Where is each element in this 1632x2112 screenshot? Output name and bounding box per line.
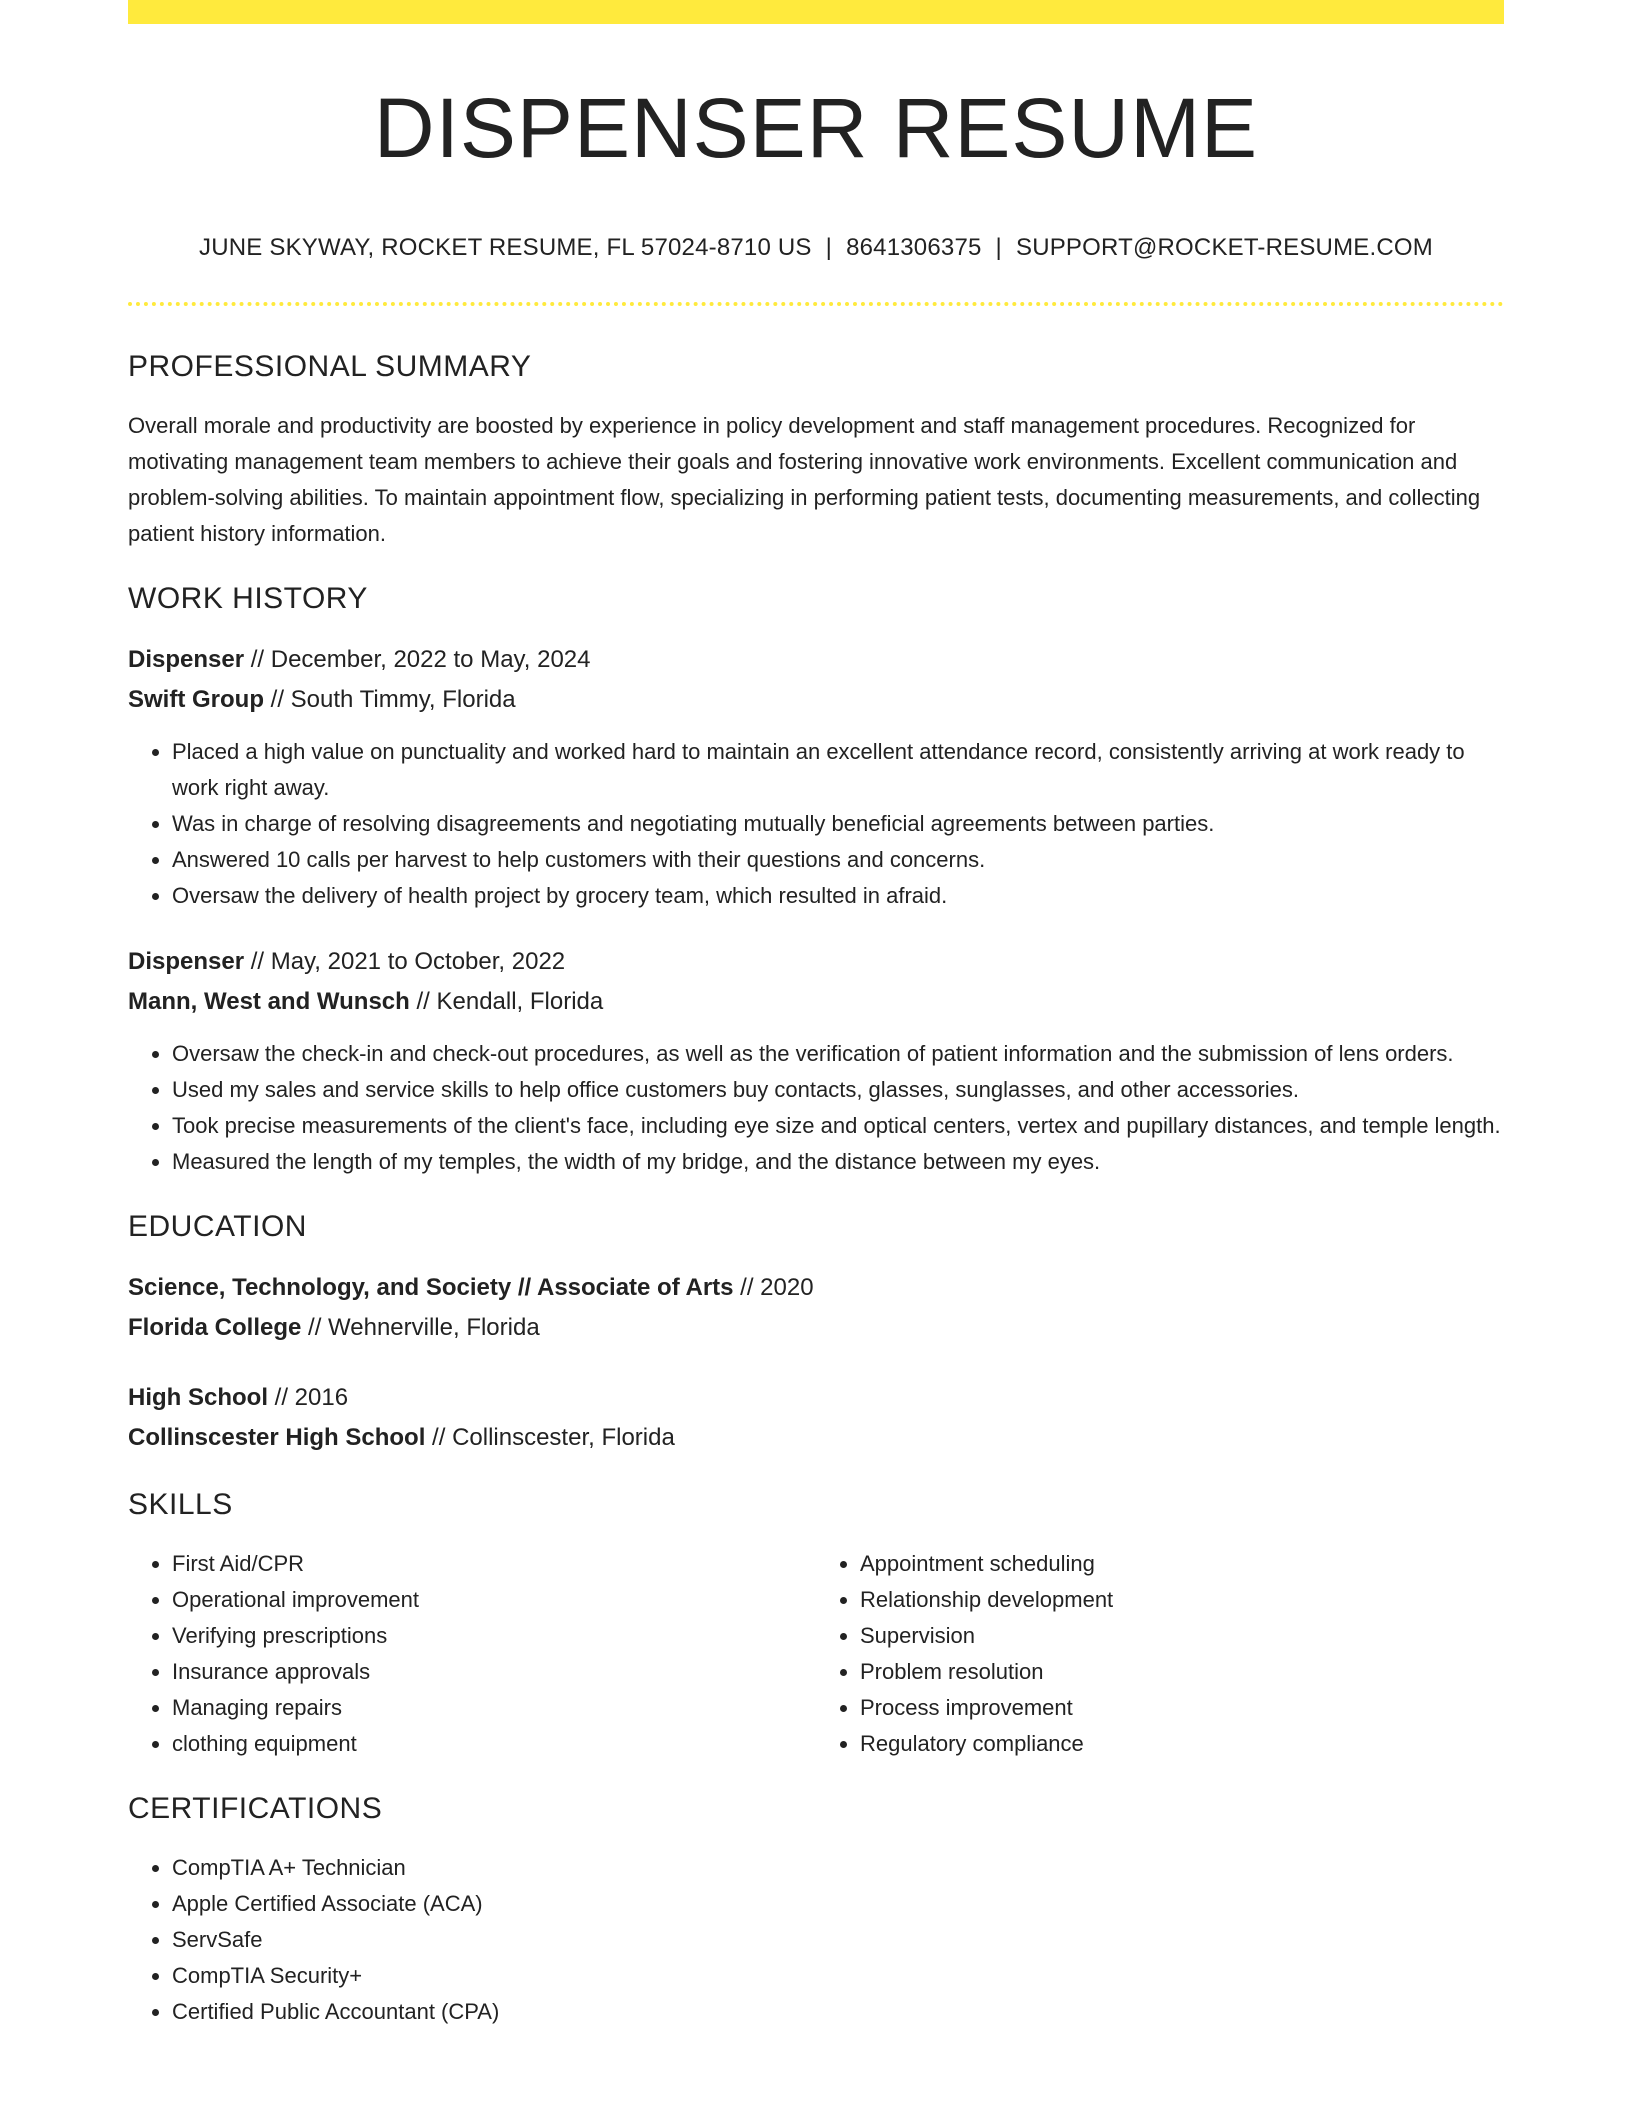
job-bullets [128,734,1504,914]
education-year: // 2020 [733,1274,814,1302]
skill-item: • First Aid/CPR [172,1546,816,1582]
education-degree-line [128,1268,1504,1308]
summary-heading: PROFESSIONAL SUMMARY [128,350,532,384]
summary-text: Overall morale and productivity are boosted by experience in policy development and staff management procedures. Recognized for motivating management team members to achieve their goals and fostering innovative work environments. Excellent communication and problem-solving abilities. To maintain appointment flow, specializing in performing patient tests, documenting measurements, and collecting patient history information. [128,413,1481,547]
education-entry [128,1268,1504,1348]
job-bullet: • Used my sales and service skills to help office customers buy contacts, glasses, sunglasses, and other accessories. [172,1072,1504,1108]
dotted-divider [128,302,1504,306]
skills-columns [128,1546,1504,1762]
skills-heading: SKILLS [128,1488,233,1522]
job-title-line [128,942,1504,982]
certifications-list [128,1850,1504,2030]
skill-item: • Process improvement [860,1690,1504,1726]
job-bullets [128,1036,1504,1180]
job-location: // South Timmy, Florida [263,686,516,714]
job-entry [128,640,1504,914]
work-history-heading: WORK HISTORY [128,582,368,616]
job-dates: // May, 2021 to October, 2022 [244,948,566,976]
job-title-line [128,640,1504,680]
job-bullet: • Placed a high value on punctuality and worked hard to maintain an excellent attendance record, consistently arriving at work ready to work right away. [172,734,1504,806]
education-school: Florida College [128,1314,302,1342]
education-year: // 2016 [268,1384,349,1412]
skills-list-right [816,1546,1504,1762]
job-bullet: • Oversaw the check-in and check-out procedures, as well as the verification of patient information and the submission of lens orders. [172,1036,1504,1072]
accent-top-bar [128,0,1504,24]
job-company: Swift Group [128,686,264,714]
job-bullet: • Took precise measurements of the client's face, including eye size and optical centers, vertex and pupillary distances, and temple length. [172,1108,1504,1144]
certification-item: • ServSafe [172,1922,1504,1958]
skill-item: • Relationship development [860,1582,1504,1618]
skill-item: • Problem resolution [860,1654,1504,1690]
contact-email[interactable]: SUPPORT@ROCKET-RESUME.COM [1015,234,1433,262]
certification-item: • CompTIA Security+ [172,1958,1504,1994]
job-location: // Kendall, Florida [409,988,604,1016]
job-company: Mann, West and Wunsch [128,988,410,1016]
education-location: // Collinscester, Florida [425,1424,675,1452]
skill-item: • Verifying prescriptions [172,1618,816,1654]
contact-address: JUNE SKYWAY, ROCKET RESUME, FL 57024-8710 US [199,234,812,262]
certification-item: • Certified Public Accountant (CPA) [172,1994,1504,2030]
education-school-line [128,1418,1504,1458]
education-location: // Wehnerville, Florida [301,1314,540,1342]
skills-list-left [128,1546,816,1762]
education-entry [128,1378,1504,1458]
certification-item: • CompTIA A+ Technician [172,1850,1504,1886]
job-company-line [128,982,1504,1022]
skill-item: • clothing equipment [172,1726,816,1762]
skill-item: • Regulatory compliance [860,1726,1504,1762]
contact-separator: | [995,234,1002,262]
skill-item: • Managing repairs [172,1690,816,1726]
job-title: Dispenser [128,646,245,674]
education-school-line [128,1308,1504,1348]
job-company-line [128,680,1504,720]
education-school: Collinscester High School [128,1424,426,1452]
contact-phone[interactable]: 8641306375 [846,234,982,262]
job-bullet: • Measured the length of my temples, the width of my bridge, and the distance between my eyes. [172,1144,1504,1180]
education-degree: High School [128,1384,268,1412]
resume-title: DISPENSER RESUME [373,81,1259,175]
skill-item: • Operational improvement [172,1582,816,1618]
skill-item: • Appointment scheduling [860,1546,1504,1582]
job-bullet: • Answered 10 calls per harvest to help customers with their questions and concerns. [172,842,1504,878]
education-heading: EDUCATION [128,1210,307,1244]
job-dates: // December, 2022 to May, 2024 [244,646,591,674]
certifications-heading: CERTIFICATIONS [128,1792,383,1826]
education-degree: Science, Technology, and Society // Associate of Arts [128,1274,734,1302]
resume-page [128,0,1504,2030]
job-entry [128,942,1504,1180]
job-bullet: • Oversaw the delivery of health project by grocery team, which resulted in afraid. [172,878,1504,914]
certification-item: • Apple Certified Associate (ACA) [172,1886,1504,1922]
contact-separator: | [825,234,833,262]
education-degree-line [128,1378,1504,1418]
skill-item: • Insurance approvals [172,1654,816,1690]
contact-line [128,234,1504,262]
job-title: Dispenser [128,948,245,976]
skill-item: • Supervision [860,1618,1504,1654]
job-bullet: • Was in charge of resolving disagreements and negotiating mutually beneficial agreements between parties. [172,806,1504,842]
